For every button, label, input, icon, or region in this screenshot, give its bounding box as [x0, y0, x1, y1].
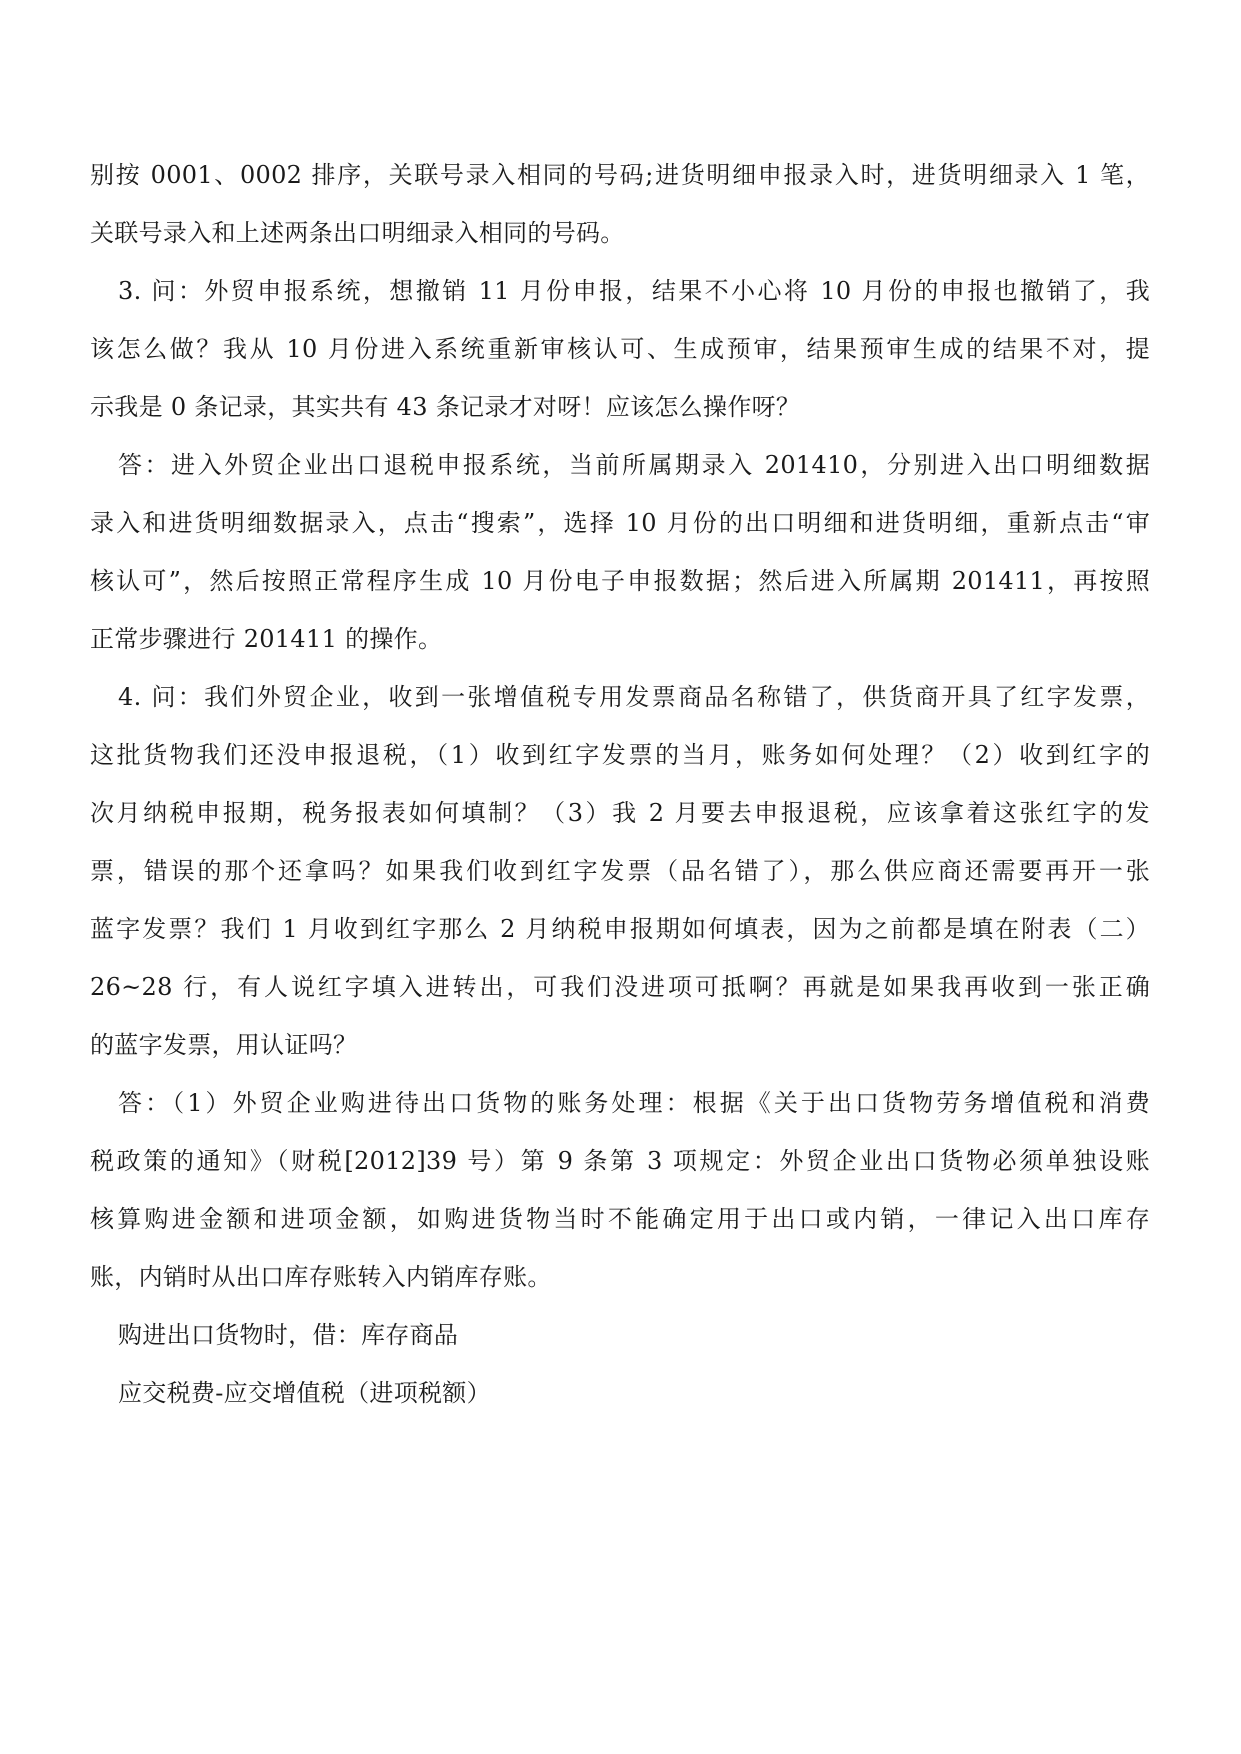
paragraph-line: 核算购进金额和进项金额，如购进货物当时不能确定用于出口或内销，一律记入出口库存: [90, 1205, 1150, 1233]
document-body: [90, 161, 1150, 1437]
question-3-line: 3. 问：外贸申报系统，想撤销 11 月份申报，结果不小心将 10 月份的申报也撤销了，我: [118, 277, 1150, 305]
paragraph-line: 次月纳税申报期，税务报表如何填制？（3）我 2 月要去申报退税，应该拿着这张红字的发: [90, 799, 1150, 827]
answer-4-line: 答：（1）外贸企业购进待出口货物的账务处理：根据《关于出口货物劳务增值税和消费: [118, 1089, 1150, 1117]
paragraph-line: 关联号录入和上述两条出口明细录入相同的号码。: [90, 219, 625, 247]
paragraph-line: 示我是 0 条记录，其实共有 43 条记录才对呀！应该怎么操作呀？: [90, 393, 801, 421]
paragraph-line: 这批货物我们还没申报退税，（1）收到红字发票的当月，账务如何处理？（2）收到红字的: [90, 741, 1150, 769]
paragraph-line: 26~28 行，有人说红字填入进转出，可我们没进项可抵啊？再就是如果我再收到一张正确: [90, 973, 1150, 1001]
paragraph-line: 蓝字发票？我们 1 月收到红字那么 2 月纳税申报期如何填表，因为之前都是填在附表（二）: [90, 915, 1150, 943]
paragraph-line: 账，内销时从出口库存账转入内销库存账。: [90, 1263, 552, 1291]
accounting-entry-line: 购进出口货物时，借：库存商品: [118, 1321, 459, 1349]
paragraph-line: 票，错误的那个还拿吗？如果我们收到红字发票（品名错了），那么供应商还需要再开一张: [90, 857, 1150, 885]
paragraph-line: 正常步骤进行 201411 的操作。: [90, 625, 443, 653]
answer-3-line: 答：进入外贸企业出口退税申报系统，当前所属期录入 201410，分别进入出口明细数据: [118, 451, 1150, 479]
paragraph-line: 税政策的通知》（财税[2012]39 号）第 9 条第 3 项规定：外贸企业出口货物必须单独设账: [90, 1147, 1150, 1175]
paragraph-line: 该怎么做？我从 10 月份进入系统重新审核认可、生成预审，结果预审生成的结果不对，提: [90, 335, 1150, 363]
paragraph-line: 别按 0001、0002 排序，关联号录入相同的号码;进货明细申报录入时，进货明细录入 1 笔，: [90, 161, 1150, 189]
question-4-line: 4. 问：我们外贸企业，收到一张增值税专用发票商品名称错了，供货商开具了红字发票，: [118, 683, 1150, 711]
paragraph-line: 录入和进货明细数据录入，点击“搜索”，选择 10 月份的出口明细和进货明细，重新点击“审: [90, 509, 1150, 537]
paragraph-line: 核认可”，然后按照正常程序生成 10 月份电子申报数据；然后进入所属期 201411，再按照: [90, 567, 1150, 595]
paragraph-line: 的蓝字发票，用认证吗？: [90, 1031, 358, 1059]
accounting-entry-line: 应交税费-应交增值税（进项税额）: [118, 1379, 491, 1407]
